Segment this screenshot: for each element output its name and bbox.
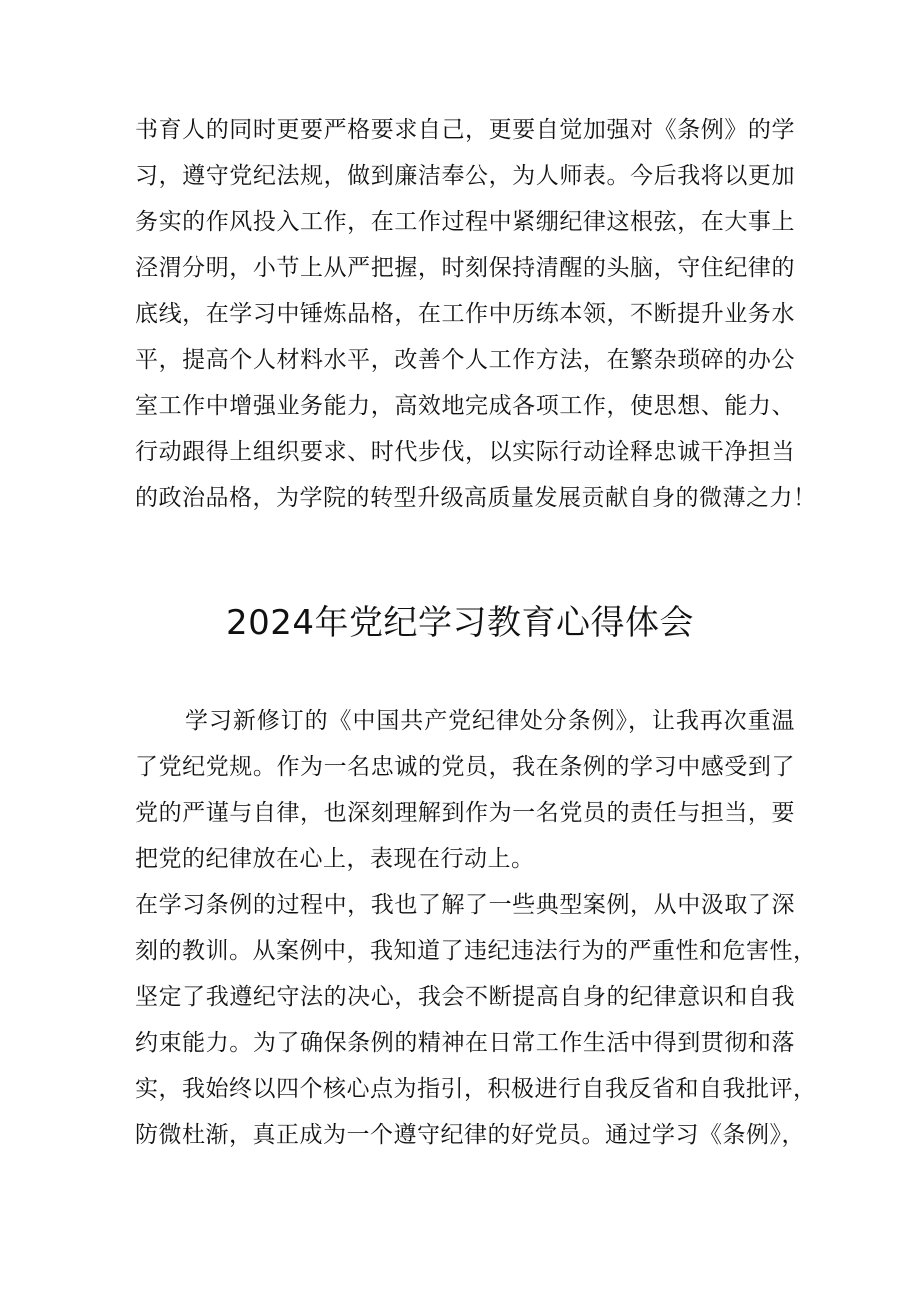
text-line: 防微杜渐，真正成为一个遵守纪律的好党员。通过学习《条例》， xyxy=(135,1122,805,1148)
paragraph-2 xyxy=(135,882,817,1158)
text-line: 平，提高个人材料水平，改善个人工作方法，在繁杂琐碎的办公 xyxy=(135,347,795,373)
text-line: 学习新修订的《中国共产党纪律处分条例》，让我再次重温 xyxy=(185,708,795,734)
text-line: 约束能力。为了确保条例的精神在日常工作生活中得到贯彻和落 xyxy=(135,1030,795,1056)
text-line: 党的严谨与自律，也深刻理解到作为一名党员的责任与担当，要 xyxy=(135,800,795,826)
text-line: 泾渭分明，小节上从严把握，时刻保持清醒的头脑，守住纪律的 xyxy=(135,255,795,281)
text-line: 书育人的同时更要严格要求自己，更要自觉加强对《条例》的学 xyxy=(135,117,795,143)
text-line: 务实的作风投入工作，在工作过程中紧绷纪律这根弦，在大事上 xyxy=(135,209,795,235)
document-title: 2024年党纪学习教育心得体会 xyxy=(225,603,695,643)
text-line: 把党的纪律放在心上，表现在行动上。 xyxy=(135,846,535,872)
paragraph-1 xyxy=(135,698,795,882)
text-line: 习，遵守党纪法规，做到廉洁奉公，为人师表。今后我将以更加 xyxy=(135,163,795,189)
text-line: 行动跟得上组织要求、时代步伐，以实际行动诠释忠诚干净担当 xyxy=(135,439,795,465)
intro-paragraph xyxy=(135,107,817,521)
text-line: 底线，在学习中锤炼品格，在工作中历练本领，不断提升业务水 xyxy=(135,301,795,327)
text-line: 了党纪党规。作为一名忠诚的党员，我在条例的学习中感受到了 xyxy=(135,754,795,780)
text-line: 坚定了我遵纪守法的决心，我会不断提高自身的纪律意识和自我 xyxy=(135,984,795,1010)
text-line: 刻的教训。从案例中，我知道了违纪违法行为的严重性和危害性， xyxy=(135,938,817,964)
text-line: 在学习条例的过程中，我也了解了一些典型案例，从中汲取了深 xyxy=(135,892,795,918)
text-line: 的政治品格，为学院的转型升级高质量发展贡献自身的微薄之力！ xyxy=(135,485,817,511)
text-line: 室工作中增强业务能力，高效地完成各项工作，使思想、能力、 xyxy=(135,393,795,419)
text-line: 实，我始终以四个核心点为指引，积极进行自我反省和自我批评， xyxy=(135,1076,817,1102)
body-text xyxy=(135,698,817,1158)
